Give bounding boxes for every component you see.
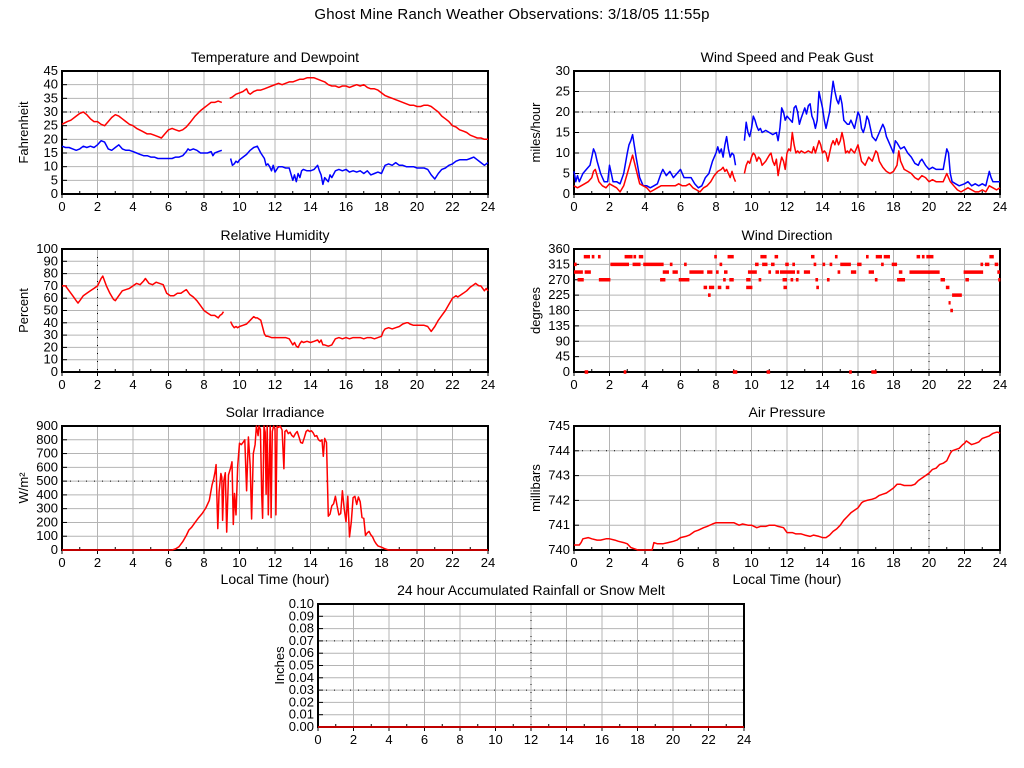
y-tick-label: 90 bbox=[555, 333, 570, 349]
y-tick-label: 0.08 bbox=[288, 620, 314, 636]
y-tick-label: 30 bbox=[555, 63, 570, 78]
x-tick-label: 16 bbox=[594, 732, 610, 747]
x-tick-label: 18 bbox=[630, 732, 645, 747]
x-tick-label: 8 bbox=[712, 199, 720, 214]
y-tick-label: 70 bbox=[43, 277, 58, 293]
x-tick-label: 4 bbox=[385, 732, 393, 747]
x-tick-label: 14 bbox=[815, 377, 830, 392]
x-tick-label: 12 bbox=[267, 199, 283, 214]
y-tick-label: 0.09 bbox=[288, 608, 314, 624]
y-tick-label: 0 bbox=[562, 186, 570, 201]
x-tick-label: 6 bbox=[420, 732, 429, 747]
x-tick-label: 12 bbox=[779, 199, 795, 214]
y-tick-label: 40 bbox=[43, 76, 58, 92]
y-tick-label: 0.03 bbox=[288, 682, 314, 698]
y-tick-label: 20 bbox=[555, 104, 570, 119]
y-tick-label: 100 bbox=[36, 528, 58, 544]
y-axis-label: degrees bbox=[528, 287, 543, 334]
x-tick-label: 16 bbox=[850, 555, 866, 570]
y-tick-label: 0 bbox=[50, 542, 58, 557]
y-tick-label: 100 bbox=[36, 241, 58, 256]
y-tick-label: 10 bbox=[43, 158, 58, 174]
x-tick-label: 24 bbox=[992, 555, 1008, 570]
y-tick-label: 20 bbox=[43, 131, 58, 147]
y-tick-label: 25 bbox=[555, 83, 570, 99]
x-tick-label: 10 bbox=[744, 199, 759, 214]
x-tick-label: 2 bbox=[605, 555, 614, 570]
y-tick-label: 0.07 bbox=[288, 632, 314, 648]
y-tick-label: 270 bbox=[548, 271, 570, 287]
chart-title: 24 hour Accumulated Rainfall or Snow Melt bbox=[397, 582, 665, 598]
page-title: Ghost Mine Ranch Weather Observations: 3/18/05 11:55p bbox=[314, 6, 710, 23]
x-tick-label: 0 bbox=[314, 732, 322, 747]
x-tick-label: 0 bbox=[58, 199, 66, 214]
x-tick-label: 4 bbox=[641, 377, 649, 392]
y-tick-label: 742 bbox=[548, 492, 570, 508]
x-tick-label: 10 bbox=[488, 732, 503, 747]
x-tick-label: 0 bbox=[570, 199, 578, 214]
y-tick-label: 200 bbox=[36, 514, 58, 530]
y-tick-label: 30 bbox=[43, 104, 58, 119]
series-dewpoint bbox=[62, 141, 222, 159]
x-tick-label: 6 bbox=[676, 199, 685, 214]
x-tick-label: 10 bbox=[232, 555, 247, 570]
y-tick-label: 15 bbox=[555, 124, 570, 140]
y-axis-label: W/m² bbox=[16, 472, 31, 504]
x-tick-label: 6 bbox=[164, 555, 173, 570]
series-temperature bbox=[230, 78, 488, 140]
y-tick-label: 0.05 bbox=[288, 657, 314, 673]
x-tick-label: 0 bbox=[570, 377, 578, 392]
y-tick-label: 60 bbox=[43, 290, 58, 306]
chart-title: Solar Irradiance bbox=[225, 404, 325, 420]
y-tick-label: 800 bbox=[36, 431, 58, 447]
y-tick-label: 741 bbox=[548, 517, 570, 533]
x-tick-label: 20 bbox=[921, 377, 937, 392]
x-tick-label: 10 bbox=[744, 555, 759, 570]
x-tick-label: 16 bbox=[850, 377, 866, 392]
x-tick-label: 10 bbox=[232, 377, 247, 392]
x-tick-label: 4 bbox=[129, 199, 137, 214]
x-axis-label: Local Time (hour) bbox=[732, 571, 842, 587]
x-tick-label: 14 bbox=[815, 199, 830, 214]
y-tick-label: 0.01 bbox=[288, 706, 314, 722]
x-tick-label: 14 bbox=[303, 199, 318, 214]
series-peak-gust bbox=[744, 81, 1000, 186]
chart-title: Air Pressure bbox=[748, 404, 826, 420]
x-tick-label: 22 bbox=[445, 199, 460, 214]
x-tick-label: 20 bbox=[409, 199, 425, 214]
x-tick-label: 14 bbox=[559, 732, 574, 747]
series-temperature bbox=[62, 101, 222, 138]
x-tick-label: 22 bbox=[445, 377, 460, 392]
y-tick-label: 135 bbox=[548, 317, 570, 333]
y-tick-label: 180 bbox=[548, 302, 570, 318]
x-tick-label: 12 bbox=[779, 555, 795, 570]
x-tick-label: 0 bbox=[58, 555, 66, 570]
y-tick-label: 0 bbox=[50, 186, 58, 201]
x-tick-label: 8 bbox=[456, 732, 464, 747]
chart-title: Wind Speed and Peak Gust bbox=[700, 49, 874, 65]
y-tick-label: 743 bbox=[548, 467, 570, 483]
series-dewpoint bbox=[231, 146, 488, 184]
y-tick-label: 20 bbox=[43, 339, 58, 355]
x-tick-label: 18 bbox=[374, 555, 389, 570]
x-tick-label: 2 bbox=[605, 199, 614, 214]
y-axis-label: miles/hour bbox=[528, 102, 543, 163]
y-tick-label: 25 bbox=[43, 117, 58, 133]
x-tick-label: 22 bbox=[957, 199, 972, 214]
x-tick-label: 14 bbox=[303, 555, 318, 570]
y-axis-label: Fahrenheit bbox=[16, 101, 31, 164]
y-tick-label: 50 bbox=[43, 302, 58, 318]
x-tick-label: 0 bbox=[570, 555, 578, 570]
y-tick-label: 0 bbox=[562, 364, 570, 379]
x-tick-label: 16 bbox=[850, 199, 866, 214]
y-tick-label: 0.02 bbox=[288, 694, 314, 710]
x-tick-label: 20 bbox=[921, 199, 937, 214]
x-tick-label: 6 bbox=[676, 555, 685, 570]
y-tick-label: 360 bbox=[548, 241, 570, 256]
x-tick-label: 8 bbox=[200, 377, 208, 392]
x-tick-label: 4 bbox=[641, 199, 649, 214]
x-tick-label: 24 bbox=[992, 199, 1008, 214]
y-tick-label: 744 bbox=[548, 442, 570, 458]
y-axis-label: millibars bbox=[528, 464, 543, 512]
y-tick-label: 400 bbox=[36, 486, 58, 502]
x-tick-label: 12 bbox=[523, 732, 539, 747]
x-tick-label: 16 bbox=[338, 199, 354, 214]
x-tick-label: 20 bbox=[665, 732, 681, 747]
x-tick-label: 20 bbox=[921, 555, 937, 570]
x-tick-label: 24 bbox=[736, 732, 752, 747]
x-axis-label: Local Time (hour) bbox=[220, 571, 330, 587]
y-tick-label: 40 bbox=[43, 314, 58, 330]
x-tick-label: 22 bbox=[701, 732, 716, 747]
x-tick-label: 10 bbox=[744, 377, 759, 392]
x-tick-label: 24 bbox=[480, 199, 496, 214]
series-wind-speed bbox=[744, 133, 1000, 192]
x-tick-label: 18 bbox=[374, 199, 389, 214]
x-tick-label: 18 bbox=[374, 377, 389, 392]
y-tick-label: 0.04 bbox=[288, 669, 314, 685]
y-tick-label: 300 bbox=[36, 500, 58, 516]
x-tick-label: 8 bbox=[200, 199, 208, 214]
series-relative-humidity bbox=[62, 276, 224, 318]
x-tick-label: 24 bbox=[480, 377, 496, 392]
x-tick-label: 8 bbox=[712, 377, 720, 392]
y-tick-label: 10 bbox=[555, 145, 570, 160]
y-tick-label: 5 bbox=[562, 165, 570, 181]
y-tick-label: 80 bbox=[43, 265, 58, 281]
x-tick-label: 10 bbox=[232, 199, 247, 214]
x-tick-label: 18 bbox=[886, 377, 901, 392]
x-tick-label: 4 bbox=[129, 555, 137, 570]
y-tick-label: 90 bbox=[43, 253, 58, 269]
y-tick-label: 45 bbox=[43, 63, 58, 78]
x-tick-label: 2 bbox=[93, 555, 102, 570]
y-tick-label: 45 bbox=[555, 348, 570, 364]
x-tick-label: 24 bbox=[992, 377, 1008, 392]
y-tick-label: 0.10 bbox=[288, 596, 314, 611]
y-tick-label: 30 bbox=[43, 327, 58, 343]
x-tick-label: 20 bbox=[409, 555, 425, 570]
y-tick-label: 5 bbox=[50, 172, 58, 188]
x-tick-label: 4 bbox=[641, 555, 649, 570]
y-tick-label: 740 bbox=[548, 542, 570, 557]
series-relative-humidity bbox=[231, 283, 488, 347]
y-tick-label: 0.06 bbox=[288, 645, 314, 661]
x-tick-label: 22 bbox=[445, 555, 460, 570]
y-tick-label: 0 bbox=[50, 364, 58, 379]
y-tick-label: 315 bbox=[548, 256, 570, 272]
y-axis-label: Percent bbox=[16, 288, 31, 333]
x-tick-label: 16 bbox=[338, 555, 354, 570]
chart-title: Temperature and Dewpoint bbox=[190, 49, 360, 65]
y-tick-label: 500 bbox=[36, 473, 58, 489]
y-tick-label: 15 bbox=[43, 145, 58, 160]
x-tick-label: 6 bbox=[676, 377, 685, 392]
x-tick-label: 12 bbox=[267, 377, 283, 392]
y-axis-label: Inches bbox=[272, 646, 287, 685]
x-tick-label: 14 bbox=[303, 377, 318, 392]
chart-title: Wind Direction bbox=[741, 227, 833, 243]
y-tick-label: 225 bbox=[548, 287, 570, 303]
x-tick-label: 18 bbox=[886, 199, 901, 214]
x-tick-label: 22 bbox=[957, 555, 972, 570]
x-tick-label: 0 bbox=[58, 377, 66, 392]
x-tick-label: 24 bbox=[480, 555, 496, 570]
y-tick-label: 35 bbox=[43, 90, 58, 106]
x-tick-label: 22 bbox=[957, 377, 972, 392]
y-tick-label: 900 bbox=[36, 418, 58, 433]
x-tick-label: 12 bbox=[267, 555, 283, 570]
y-tick-label: 745 bbox=[548, 418, 570, 433]
x-tick-label: 4 bbox=[129, 377, 137, 392]
x-tick-label: 14 bbox=[815, 555, 830, 570]
x-tick-label: 2 bbox=[349, 732, 358, 747]
x-tick-label: 16 bbox=[338, 377, 354, 392]
y-tick-label: 700 bbox=[36, 445, 58, 461]
x-tick-label: 2 bbox=[93, 199, 102, 214]
y-tick-label: 600 bbox=[36, 459, 58, 475]
x-tick-label: 6 bbox=[164, 199, 173, 214]
x-tick-label: 6 bbox=[164, 377, 173, 392]
x-tick-label: 12 bbox=[779, 377, 795, 392]
x-tick-label: 18 bbox=[886, 555, 901, 570]
chart-title: Relative Humidity bbox=[220, 227, 330, 243]
y-tick-label: 10 bbox=[43, 351, 58, 367]
y-tick-label: 0.00 bbox=[288, 719, 314, 734]
x-tick-label: 20 bbox=[409, 377, 425, 392]
x-tick-label: 2 bbox=[93, 377, 102, 392]
x-tick-label: 8 bbox=[200, 555, 208, 570]
x-tick-label: 2 bbox=[605, 377, 614, 392]
x-tick-label: 8 bbox=[712, 555, 720, 570]
